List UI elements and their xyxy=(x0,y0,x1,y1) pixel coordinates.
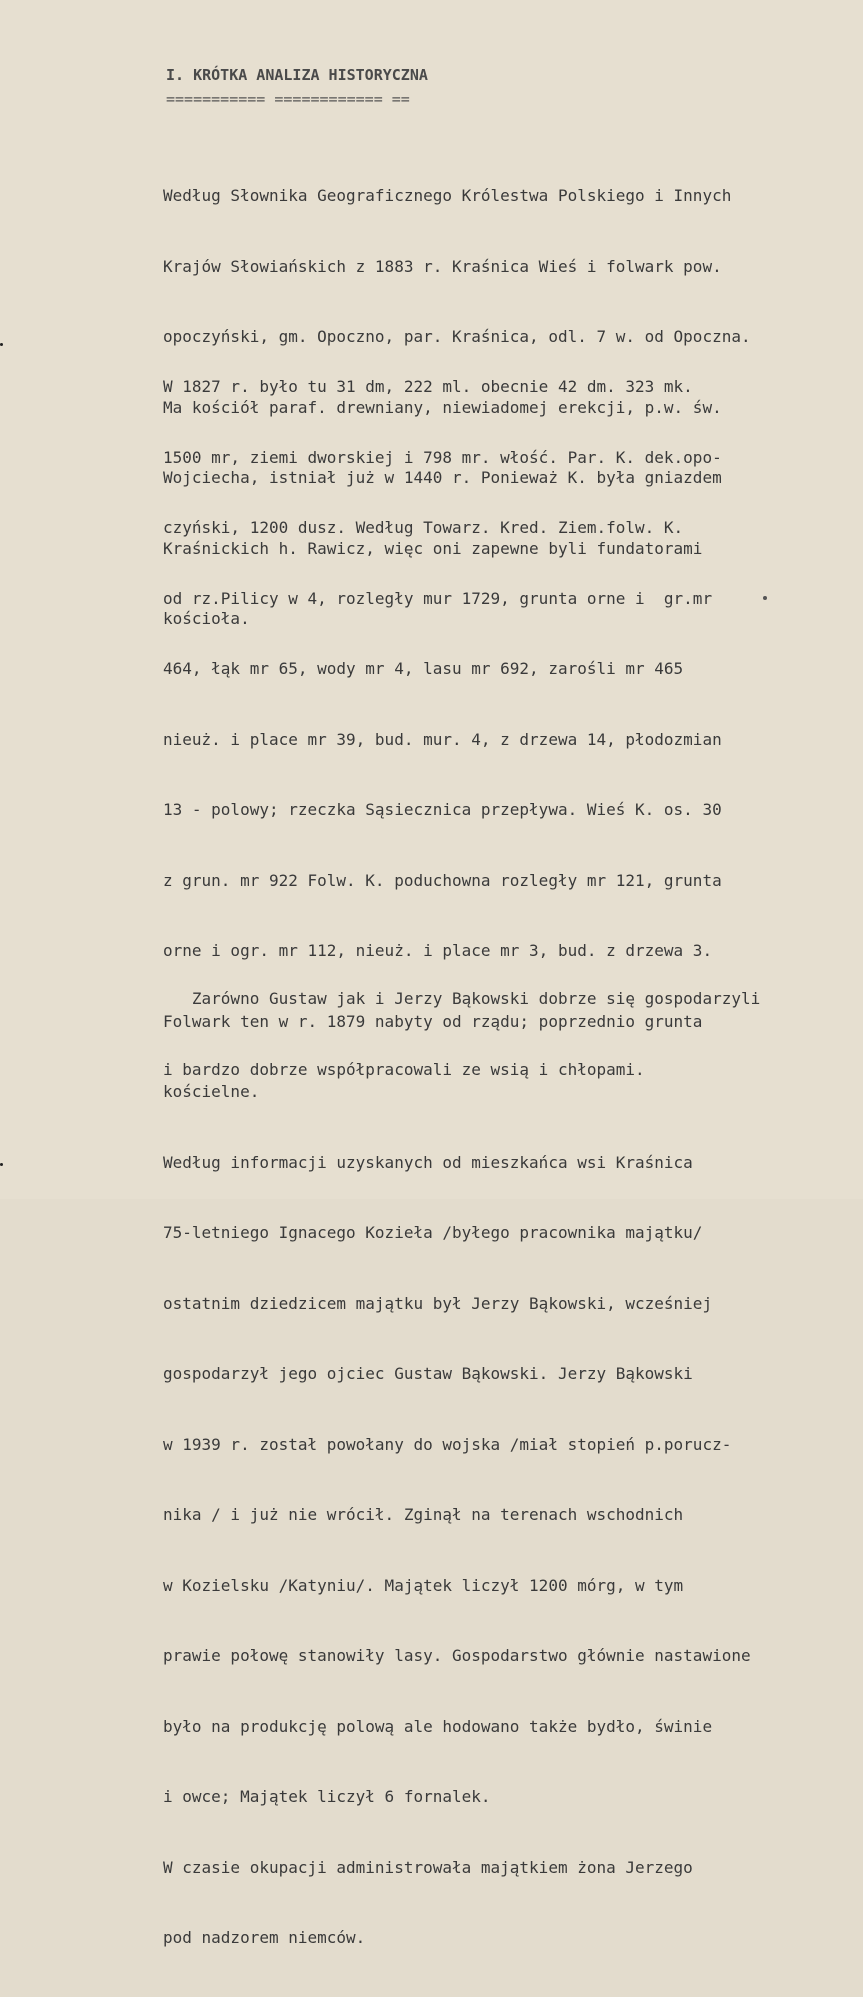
text-line: prawie połowę stanowiły lasy. Gospodarstwo głównie nastawione xyxy=(163,1646,751,1665)
text-line: z grun. mr 922 Folw. K. poduchowna rozległy mr 121, grunta xyxy=(163,870,722,890)
text-line: Kraśnickich h. Rawicz, więc oni zapewne byli fundatorami xyxy=(163,538,703,558)
text-line: Według Słownika Geograficznego Królestwa Polskiego i Innych xyxy=(163,186,732,205)
text-line: od rz.Pilicy w 4, rozległy mur 1729, grunta orne i gr.mr xyxy=(163,588,713,608)
text-line: opoczyński, gm. Opoczno, par. Kraśnica, odl. 7 w. od Opoczna. xyxy=(163,327,751,346)
text-line: ostatnim dziedzicem majątku był Jerzy Bąkowski, wcześniej xyxy=(163,1293,713,1313)
text-line: kościelne. xyxy=(163,1082,260,1101)
text-line: i bardzo dobrze współpracowali ze wsią i chłopami. xyxy=(163,1059,645,1079)
text-line: 13 - polowy; rzeczka Sąsiecznica przepływa. Wieś K. os. 30 xyxy=(163,800,722,819)
text-line: 1500 mr, ziemi dworskiej i 798 mr. włość. Par. K. dek.opo- xyxy=(163,447,722,467)
text-line: Krajów Słowiańskich z 1883 r. Kraśnica Wieś i folwark pow. xyxy=(163,256,722,276)
text-line: nieuż. i place mr 39, bud. mur. 4, z drzewa 14, płodozmian xyxy=(163,729,722,749)
text-line: i owce; Majątek liczył 6 fornalek. xyxy=(163,1787,491,1806)
text-line: 75-letniego Ignacego Kozieła /byłego pracownika majątku/ xyxy=(163,1223,703,1242)
text-line: gospodarzył jego ojciec Gustaw Bąkowski. Jerzy Bąkowski xyxy=(163,1364,693,1383)
heading-underline: =========== ============ == xyxy=(166,90,410,108)
paragraph-history-details xyxy=(163,328,751,1997)
text-line: Zarówno Gustaw jak i Jerzy Bąkowski dobrze się gospodarzyli xyxy=(163,989,761,1008)
text-line: było na produkcję polową ale hodowano także bydło, świnie xyxy=(163,1716,713,1736)
text-line: W czasie okupacji administrowała majątkiem żona Jerzego xyxy=(163,1857,693,1877)
text-line: 464, łąk mr 65, wody mr 4, lasu mr 692, zarośli mr 465 xyxy=(163,659,684,678)
text-line: Folwark ten w r. 1879 nabyty od rządu; poprzednio grunta xyxy=(163,1011,703,1031)
text-line: Według informacji uzyskanych od mieszkańca wsi Kraśnica xyxy=(163,1152,693,1172)
text-line: kościoła. xyxy=(163,609,250,628)
text-line: Wojciecha, istniał już w 1440 r. Ponieważ K. była gniazdem xyxy=(163,468,722,487)
text-line: W 1827 r. było tu 31 dm, 222 ml. obecnie 42 dm. 323 mk. xyxy=(163,377,693,396)
text-line: nika / i już nie wrócił. Zginął na terenach wschodnich xyxy=(163,1505,684,1524)
text-line: pod nadzorem niemców. xyxy=(163,1928,366,1947)
text-line: orne i ogr. mr 112, nieuż. i place mr 3, bud. z drzewa 3. xyxy=(163,941,713,960)
punch-mark xyxy=(0,1163,3,1166)
ink-dot xyxy=(763,596,767,600)
punch-mark xyxy=(0,343,3,346)
text-line: Ma kościół paraf. drewniany, niewiadomej erekcji, p.w. św. xyxy=(163,397,722,417)
text-line: czyński, 1200 dusz. Według Towarz. Kred. Ziem.folw. K. xyxy=(163,518,684,537)
text-line: w Kozielsku /Katyniu/. Majątek liczył 1200 mórg, w tym xyxy=(163,1575,684,1595)
text-line: w 1939 r. został powołany do wojska /miał stopień p.porucz- xyxy=(163,1434,732,1454)
paragraph-closing xyxy=(163,940,760,1128)
section-heading: I. KRÓTKA ANALIZA HISTORYCZNA xyxy=(166,66,428,84)
